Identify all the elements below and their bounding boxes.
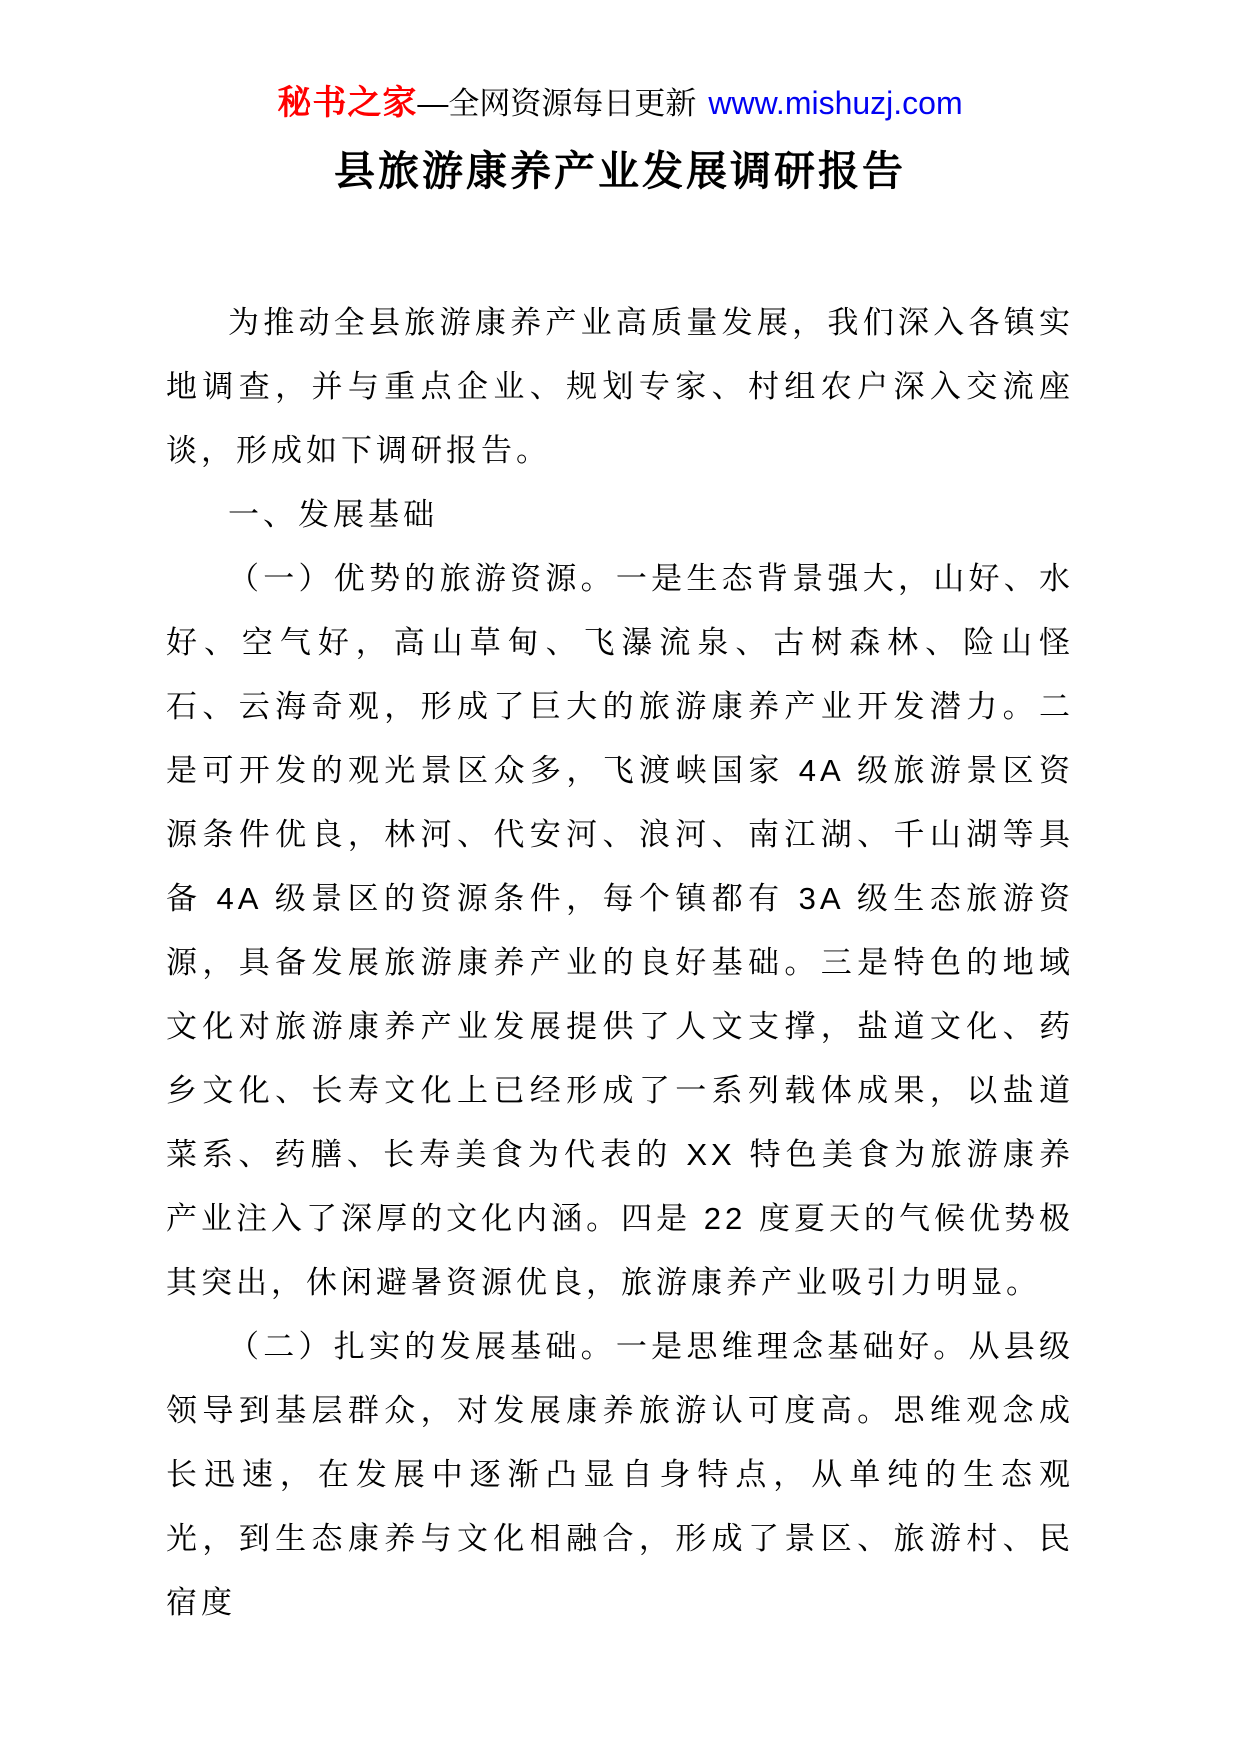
page-title: 县旅游康养产业发展调研报告 (334, 148, 906, 194)
section-heading: 一、发展基础 (228, 497, 438, 532)
body-paragraph: （二）扎实的发展基础。一是思维理念基础好。从县级领导到基层群众，对发展康养旅游认可度高。思维观念成长迅速，在发展中逐渐凸显自身特点，从单纯的生态观光，到生态康养与文化相融合，形成了景区、旅游村、民宿度 (166, 1329, 1074, 1620)
document-body (0, 291, 1240, 1635)
header-tagline: —全网资源每日更新 (417, 86, 697, 121)
site-url-link[interactable]: www.mishuzj.com (708, 85, 963, 121)
site-header (0, 0, 1240, 121)
intro-paragraph: 为推动全县旅游康养产业高质量发展，我们深入各镇实地调查，并与重点企业、规划专家、村组农户深入交流座谈，形成如下调研报告。 (166, 305, 1074, 468)
body-paragraph: （一）优势的旅游资源。一是生态背景强大，山好、水好、空气好，高山草甸、飞瀑流泉、古树森林、险山怪石、云海奇观，形成了巨大的旅游康养产业开发潜力。二是可开发的观光景区众多，飞渡峡国家 4A 级旅游景区资源条件优良，林河、代安河、浪河、南江湖、千山湖等具备 4A 级景区的资源条件，每个镇都有 3A 级生态旅游资源，具备发展旅游康养产业的良好基础。三是特色的地域文化对旅游康养产业发展提供了人文支撑，盐道文化、药乡文化、长寿文化上已经形成了一系列载体成果，以盐道菜系、药膳、长寿美食为代表的 XX 特色美食为旅游康养产业注入了深厚的文化内涵。四是 22 度夏天的气候优势极其突出，休闲避暑资源优良，旅游康养产业吸引力明显。 (166, 561, 1074, 1300)
brand-name: 秘书之家 (277, 84, 418, 122)
